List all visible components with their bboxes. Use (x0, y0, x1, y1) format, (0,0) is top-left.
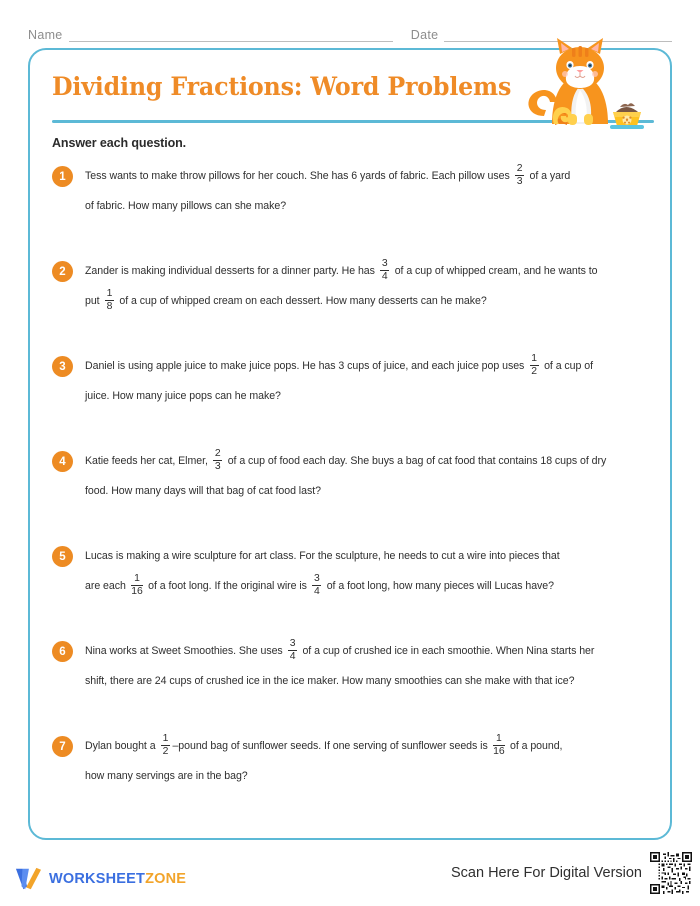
question-text (85, 446, 648, 506)
fraction-denominator: 4 (313, 586, 320, 598)
date-label: Date (410, 28, 439, 42)
question-line: Katie feeds her cat, Elmer, $\frac{2}{3}$ of a cup of food each day. She buys a bag of cat food that contains 18 cups of dry (85, 448, 607, 473)
scan-digital-version[interactable] (451, 852, 692, 894)
qr-code-icon[interactable] (650, 852, 692, 894)
fraction-numerator: 1 (162, 733, 169, 745)
question-number-badge: 3 (52, 356, 73, 377)
question-row (52, 446, 648, 541)
question-row (52, 636, 648, 731)
fraction-denominator: 2 (531, 366, 538, 378)
fraction-denominator: 4 (289, 651, 296, 663)
question-line: are each $\frac{1}{16}$ of a foot long. If the original wire is $\frac{3}{4}$ of a foot long, how many pieces will Lucas have? (85, 573, 554, 598)
question-line: Zander is making individual desserts for a dinner party. He has $\frac{3}{4}$ of a cup of whipped cream, and he wants to (85, 258, 598, 283)
worksheet-card (28, 48, 672, 840)
fraction-numerator: 1 (495, 733, 502, 745)
name-label: Name (28, 28, 63, 42)
title-divider (52, 120, 654, 124)
name-field-group[interactable] (28, 28, 393, 42)
brand-word-worksheet: WORKSHEET (49, 871, 146, 887)
question-list (52, 161, 648, 826)
fraction-denominator: 3 (214, 461, 221, 473)
fraction (105, 288, 114, 312)
question-line: Tess wants to make throw pillows for her couch. She has 6 yards of fabric. Each pillow uses $\frac{2}{3}$ of a yard (85, 163, 571, 188)
fraction (380, 258, 389, 282)
question-number-badge: 7 (52, 736, 73, 757)
question-text (85, 636, 648, 696)
fraction (312, 573, 321, 597)
brand-text (49, 871, 186, 887)
fraction (515, 163, 524, 187)
fraction (288, 638, 297, 662)
date-write-line[interactable] (444, 29, 672, 42)
fraction-numerator: 1 (531, 353, 538, 365)
brand-word-zone: ZONE (145, 871, 187, 887)
fraction-numerator: 1 (134, 573, 140, 585)
question-text (85, 351, 648, 411)
question-number-badge: 1 (52, 166, 73, 187)
date-field-group[interactable] (411, 28, 672, 42)
question-row (52, 256, 648, 351)
fraction-numerator: 3 (313, 573, 320, 585)
fraction (530, 353, 539, 377)
fraction-numerator: 1 (106, 288, 113, 300)
question-line: food. How many days will that bag of cat food last? (85, 485, 321, 497)
question-line: shift, there are 24 cups of crushed ice in the ice maker. How many smoothies can she make with that ice? (85, 675, 575, 687)
worksheet-card-inner (30, 50, 670, 838)
fraction-denominator: 4 (381, 271, 388, 283)
question-row (52, 351, 648, 446)
question-line: Nina works at Sweet Smoothies. She uses $\frac{3}{4}$ of a cup of crushed ice in each smoothie. When Nina starts her (85, 638, 595, 663)
worksheet-zone-logo-icon (14, 866, 42, 892)
fraction (131, 573, 142, 597)
fraction-numerator: 3 (381, 258, 388, 270)
fraction-denominator: 8 (106, 301, 113, 313)
fraction (213, 448, 222, 472)
question-line: juice. How many juice pops can he make? (85, 390, 281, 402)
fraction-denominator: 3 (516, 176, 523, 188)
fraction (493, 733, 504, 757)
question-line: Dylan bought a $\frac{1}{2}$ –pound bag of sunflower seeds. If one serving of sunflower seeds is $\frac{1}{16}$ of a pound, (85, 733, 563, 758)
name-date-row (28, 22, 672, 42)
question-number-badge: 6 (52, 641, 73, 662)
title-block (52, 50, 648, 123)
scan-label: Scan Here For Digital Version (451, 865, 642, 881)
question-text (85, 161, 648, 221)
question-line: put $\frac{1}{8}$ of a cup of whipped cream on each dessert. How many desserts can he make? (85, 288, 487, 313)
fraction-denominator: 16 (493, 746, 505, 758)
instruction-text: Answer each question. (52, 136, 187, 150)
question-line: how many servings are in the bag? (85, 770, 248, 782)
page-footer (0, 840, 700, 906)
fraction-denominator: 2 (162, 746, 169, 758)
fraction-numerator: 2 (214, 448, 221, 460)
question-number-badge: 5 (52, 546, 73, 567)
question-number-badge: 2 (52, 261, 73, 282)
question-text (85, 731, 648, 791)
question-text (85, 256, 648, 316)
fraction-numerator: 3 (289, 638, 296, 650)
fraction-denominator: 16 (131, 586, 143, 598)
page-title: Dividing Fractions: Word Problems (52, 71, 512, 102)
name-write-line[interactable] (69, 29, 393, 42)
question-text (85, 541, 648, 601)
question-line: Daniel is using apple juice to make juice pops. He has 3 cups of juice, and each juice pop uses $\frac{1}{2}$ of a cup of (85, 353, 593, 378)
question-row (52, 541, 648, 636)
question-row (52, 731, 648, 826)
question-row (52, 161, 648, 256)
brand-logo[interactable] (14, 866, 186, 892)
question-number-badge: 4 (52, 451, 73, 472)
fraction-numerator: 2 (516, 163, 523, 175)
question-line: Lucas is making a wire sculpture for art class. For the sculpture, he needs to cut a wire into pieces that (85, 550, 560, 562)
question-line: of fabric. How many pillows can she make? (85, 200, 287, 212)
fraction (161, 733, 170, 757)
